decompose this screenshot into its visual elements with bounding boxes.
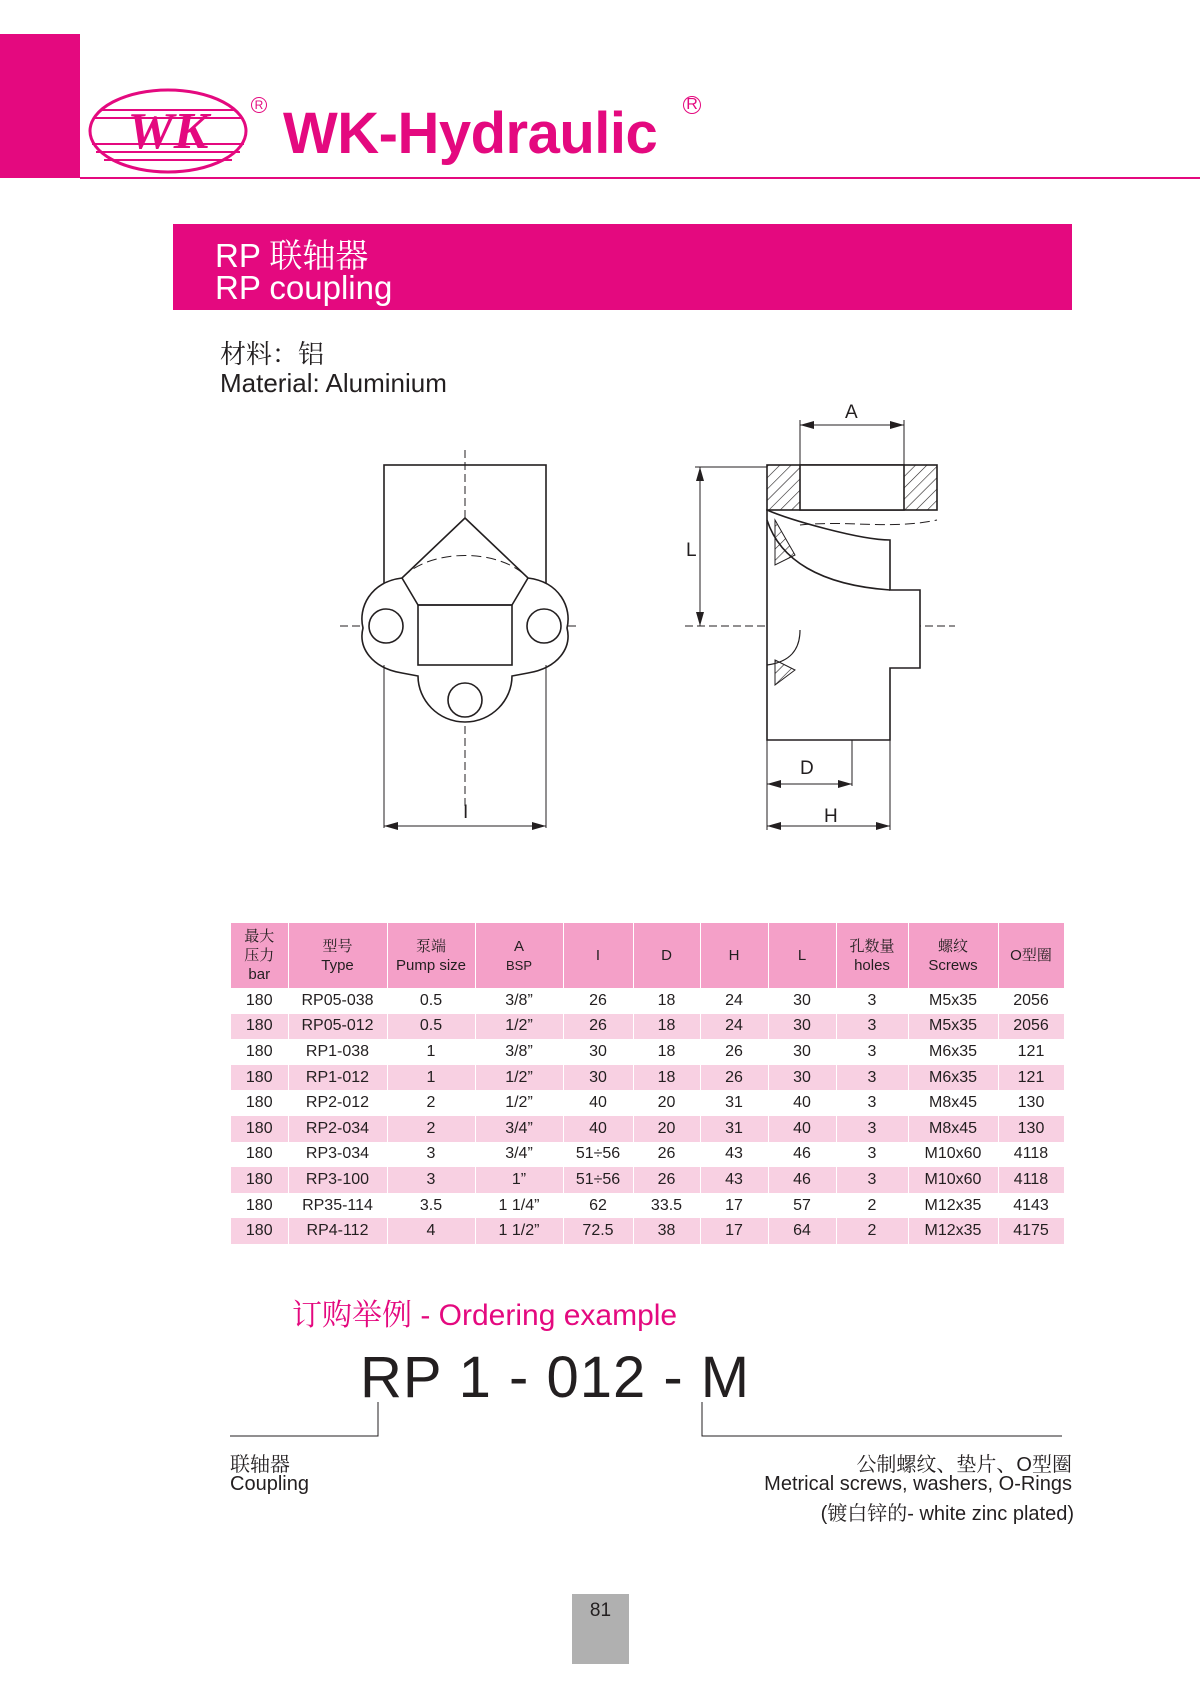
table-cell: 180 [231, 1116, 288, 1142]
header-rule [80, 177, 1200, 179]
ordering-code: RP 1 - 012 - M [360, 1345, 751, 1410]
table-cell: 18 [633, 1014, 700, 1040]
header-text: Screws [928, 956, 978, 974]
table-header-cell [475, 923, 563, 988]
table-row [231, 988, 1064, 1014]
table-cell: 30 [563, 1039, 633, 1065]
table-cell: 3 [836, 1090, 908, 1116]
title-cn: RP 联轴器 [215, 237, 369, 274]
table-cell: M6x35 [908, 1065, 998, 1091]
table-cell: 30 [768, 988, 836, 1014]
table-cell: 26 [700, 1065, 768, 1091]
table-cell: 40 [768, 1090, 836, 1116]
table-cell: 1 [387, 1039, 475, 1065]
table-cell: 4175 [998, 1218, 1064, 1244]
table-cell: 51÷56 [563, 1142, 633, 1168]
technical-drawing [0, 395, 1200, 845]
table-body [231, 988, 1064, 1244]
material-cn: 材料：铝 [220, 339, 325, 369]
table-cell: M5x35 [908, 1014, 998, 1040]
table-cell: 38 [633, 1218, 700, 1244]
table-cell: 31 [700, 1116, 768, 1142]
header-text: A [513, 937, 524, 955]
table-cell: 1 1/2” [475, 1218, 563, 1244]
table-cell: M10x60 [908, 1142, 998, 1168]
brand-registered-mark: R [683, 96, 701, 114]
table-cell: 4143 [998, 1193, 1064, 1219]
table-cell: 3/8” [475, 988, 563, 1014]
table-cell: 3 [387, 1167, 475, 1193]
header-text: 泵端 [415, 937, 446, 955]
table-header-row [231, 923, 1064, 988]
header-text: bar [248, 966, 271, 983]
table-cell: 2056 [998, 1014, 1064, 1040]
ordering-left-en: Coupling [230, 1473, 309, 1495]
table-cell: 18 [633, 1039, 700, 1065]
table-header-cell [563, 923, 633, 988]
table-cell: 1/2” [475, 1065, 563, 1091]
table-cell: 3 [836, 988, 908, 1014]
table-cell: RP4-112 [288, 1218, 387, 1244]
table-cell: 2 [387, 1090, 475, 1116]
table-cell: 40 [768, 1116, 836, 1142]
table-row [231, 1193, 1064, 1219]
table-cell: RP05-012 [288, 1014, 387, 1040]
table-cell: 26 [563, 1014, 633, 1040]
header-text: BSP [505, 957, 532, 973]
header-text: O型圈 [1010, 947, 1052, 964]
ordering-right-en: Metrical screws, washers, O-Rings [764, 1473, 1072, 1495]
header-text: 型号 [322, 937, 353, 955]
table-cell: 180 [231, 1167, 288, 1193]
brand-logo [88, 88, 248, 174]
dim-label-h: H [824, 806, 838, 827]
table-row [231, 1218, 1064, 1244]
table-cell: 26 [633, 1142, 700, 1168]
table-cell: 26 [700, 1039, 768, 1065]
side-view [685, 420, 955, 830]
ordering-title [292, 1290, 677, 1334]
front-view [340, 450, 580, 830]
header-text: 最大 [244, 928, 275, 945]
table-cell: RP35-114 [288, 1193, 387, 1219]
table-row [231, 1065, 1064, 1091]
spec-table [231, 923, 1065, 1244]
table-cell: 4 [387, 1218, 475, 1244]
table-cell: 3 [836, 1014, 908, 1040]
ordering-right-cn: 公制螺纹、垫片、O型圈 [856, 1454, 1072, 1476]
table-cell: RP3-100 [288, 1167, 387, 1193]
table-header-cell [700, 923, 768, 988]
table-cell: 3 [836, 1167, 908, 1193]
table-cell: 180 [231, 1218, 288, 1244]
table-cell: 2 [387, 1116, 475, 1142]
table-cell: 3 [836, 1065, 908, 1091]
header-text: holes [854, 956, 890, 974]
table-header-cell [288, 923, 387, 988]
table-cell: M5x35 [908, 988, 998, 1014]
table-cell: 180 [231, 1014, 288, 1040]
table-cell: 30 [768, 1065, 836, 1091]
table-cell: 51÷56 [563, 1167, 633, 1193]
table-cell: 40 [563, 1090, 633, 1116]
table-cell: M8x45 [908, 1116, 998, 1142]
table-cell: RP2-012 [288, 1090, 387, 1116]
table-cell: 0.5 [387, 988, 475, 1014]
table-row [231, 1116, 1064, 1142]
table-cell: 26 [563, 988, 633, 1014]
table-cell: 17 [700, 1218, 768, 1244]
table-cell: RP2-034 [288, 1116, 387, 1142]
table-cell: RP1-038 [288, 1039, 387, 1065]
table-row [231, 1142, 1064, 1168]
table-cell: 46 [768, 1142, 836, 1168]
table-cell: 20 [633, 1090, 700, 1116]
header-text: 螺纹 [937, 937, 968, 955]
table-cell: 3/4” [475, 1142, 563, 1168]
table-cell: 180 [231, 1065, 288, 1091]
table-cell: M8x45 [908, 1090, 998, 1116]
header-text: I [595, 947, 601, 964]
table-row [231, 1167, 1064, 1193]
table-cell: 18 [633, 1065, 700, 1091]
table-header-cell [387, 923, 475, 988]
table-header-cell [768, 923, 836, 988]
table-header-cell [908, 923, 998, 988]
header-text: L [797, 947, 807, 964]
table-cell: 30 [768, 1039, 836, 1065]
table-cell: 121 [998, 1065, 1064, 1091]
table-cell: 31 [700, 1090, 768, 1116]
table-cell: 40 [563, 1116, 633, 1142]
ordering-left-cn: 联轴器 [230, 1454, 290, 1476]
table-cell: 24 [700, 1014, 768, 1040]
table-row [231, 1090, 1064, 1116]
table-cell: 0.5 [387, 1014, 475, 1040]
table-row [231, 1039, 1064, 1065]
material-en: Material: Aluminium [220, 368, 447, 398]
title-en: RP coupling [215, 269, 393, 306]
table-cell: 17 [700, 1193, 768, 1219]
ordering-right-note: (镀白锌的- white zinc plated) [820, 1503, 1074, 1525]
table-cell: 72.5 [563, 1218, 633, 1244]
table-cell: 2056 [998, 988, 1064, 1014]
table-cell: 3/4” [475, 1116, 563, 1142]
table-header-cell [633, 923, 700, 988]
table-cell: 24 [700, 988, 768, 1014]
table-cell: M12x35 [908, 1193, 998, 1219]
table-header-cell [836, 923, 908, 988]
logo-registered-mark: R [251, 97, 267, 113]
table-cell: 3 [836, 1142, 908, 1168]
table-cell: 3 [387, 1142, 475, 1168]
table-cell: 1/2” [475, 1090, 563, 1116]
table-cell: 26 [633, 1167, 700, 1193]
title-band [173, 224, 1072, 310]
table-cell: 18 [633, 988, 700, 1014]
header-text: 孔数量 [849, 937, 895, 955]
header-text: Type [321, 956, 354, 974]
table-cell: 64 [768, 1218, 836, 1244]
table-cell: 180 [231, 1142, 288, 1168]
table-cell: 57 [768, 1193, 836, 1219]
header-text: 压力 [244, 947, 275, 964]
table-cell: 46 [768, 1167, 836, 1193]
dim-label-a: A [845, 402, 858, 423]
table-cell: 43 [700, 1167, 768, 1193]
table-cell: 2 [836, 1218, 908, 1244]
table-cell: 4118 [998, 1142, 1064, 1168]
table-cell: 43 [700, 1142, 768, 1168]
table-cell: 130 [998, 1090, 1064, 1116]
dim-label-l: L [686, 540, 697, 561]
logo-wave-icon [88, 88, 248, 174]
table-cell: 180 [231, 1090, 288, 1116]
table-cell: 2 [836, 1193, 908, 1219]
table-row [231, 1014, 1064, 1040]
page-number: 81 [589, 1600, 612, 1621]
table-header-cell [998, 923, 1064, 988]
table-cell: 33.5 [633, 1193, 700, 1219]
table-cell: 180 [231, 1193, 288, 1219]
table-cell: M10x60 [908, 1167, 998, 1193]
table-header-cell [231, 923, 288, 988]
table-cell: RP1-012 [288, 1065, 387, 1091]
header-text: Pump size [395, 956, 467, 974]
table-cell: 20 [633, 1116, 700, 1142]
table-cell: 1 1/4” [475, 1193, 563, 1219]
table-cell: 1” [475, 1167, 563, 1193]
ordering-title-cn: 订购举例 [292, 1299, 412, 1332]
table-cell: 3/8” [475, 1039, 563, 1065]
table-cell: 3.5 [387, 1193, 475, 1219]
dim-label-i: I [463, 802, 469, 823]
table-cell: 180 [231, 988, 288, 1014]
table-cell: 1 [387, 1065, 475, 1091]
brand-name: WK-Hydraulic [283, 101, 658, 166]
table-cell: 4118 [998, 1167, 1064, 1193]
table-cell: 121 [998, 1039, 1064, 1065]
table-cell: 1/2” [475, 1014, 563, 1040]
ordering-title-en: - Ordering example [420, 1299, 678, 1332]
logo-text: WK [127, 103, 209, 160]
table-cell: M12x35 [908, 1218, 998, 1244]
ordering-leader-lines [0, 1400, 1200, 1440]
table-cell: 3 [836, 1116, 908, 1142]
table-cell: 130 [998, 1116, 1064, 1142]
header-side-bar [0, 34, 80, 178]
table-cell: 3 [836, 1039, 908, 1065]
table-cell: M6x35 [908, 1039, 998, 1065]
dim-label-d: D [800, 758, 814, 779]
table-cell: RP3-034 [288, 1142, 387, 1168]
table-cell: 180 [231, 1039, 288, 1065]
table-cell: 30 [563, 1065, 633, 1091]
table-cell: 30 [768, 1014, 836, 1040]
table-cell: 62 [563, 1193, 633, 1219]
table-cell: RP05-038 [288, 988, 387, 1014]
header-text: H [728, 947, 740, 964]
header-text: D [661, 947, 672, 964]
